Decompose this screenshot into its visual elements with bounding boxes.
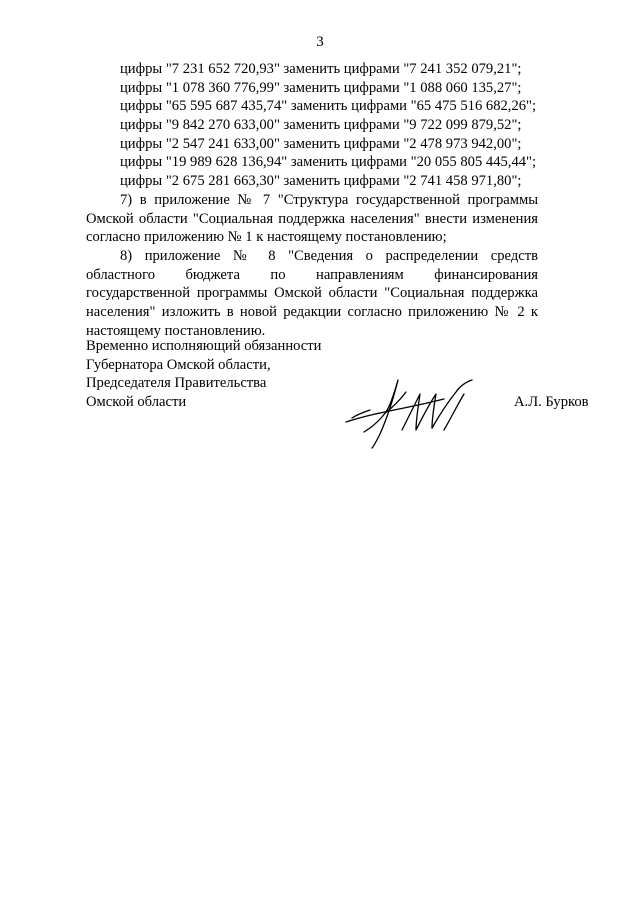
replacement-line: цифры "19 989 628 136,94" заменить цифрами "20 055 805 445,44"; bbox=[120, 154, 537, 171]
signatory-title bbox=[86, 337, 321, 412]
replacement-line: цифры "7 231 652 720,93" заменить цифрами "7 241 352 079,21"; bbox=[120, 61, 522, 77]
paragraph-8: 8) приложение № 8 "Сведения о распределении средств областного бюджета по направлениям финансирования государственной программы Омской области "Социальная поддержка населения" изложить в новой редакции согласно приложению № 2 к настоящему постановлению. bbox=[86, 247, 538, 339]
document-body bbox=[86, 60, 538, 340]
replacement-line: цифры "65 595 687 435,74" заменить цифрами "65 475 516 682,26"; bbox=[120, 98, 537, 115]
replacement-line: цифры "1 078 360 776,99" заменить цифрами "1 088 060 135,27"; bbox=[120, 79, 522, 96]
signatory-title-line: Председателя Правительства bbox=[86, 375, 267, 392]
signatory-title-line: Омской области bbox=[86, 394, 187, 411]
replacement-line: цифры "2 675 281 663,30" заменить цифрами "2 741 458 971,80"; bbox=[120, 173, 522, 190]
signer-name: А.Л. Бурков bbox=[514, 394, 589, 410]
replacement-line: цифры "9 842 270 633,00" заменить цифрами "9 722 099 879,52"; bbox=[120, 117, 522, 134]
page-number: 3 bbox=[316, 34, 324, 50]
paragraph-7: 7) в приложение № 7 "Структура государственной программы Омской области "Социальная поддержка населения" внести изменения согласно приложению № 1 к настоящему постановлению; bbox=[86, 191, 538, 246]
replacement-line: цифры "2 547 241 633,00" заменить цифрами "2 478 973 942,00"; bbox=[120, 135, 522, 152]
signatory-title-line: Временно исполняющий обязанности bbox=[86, 338, 322, 354]
signatory-title-line: Губернатора Омской области, bbox=[86, 356, 271, 373]
handwritten-signature bbox=[344, 372, 494, 452]
